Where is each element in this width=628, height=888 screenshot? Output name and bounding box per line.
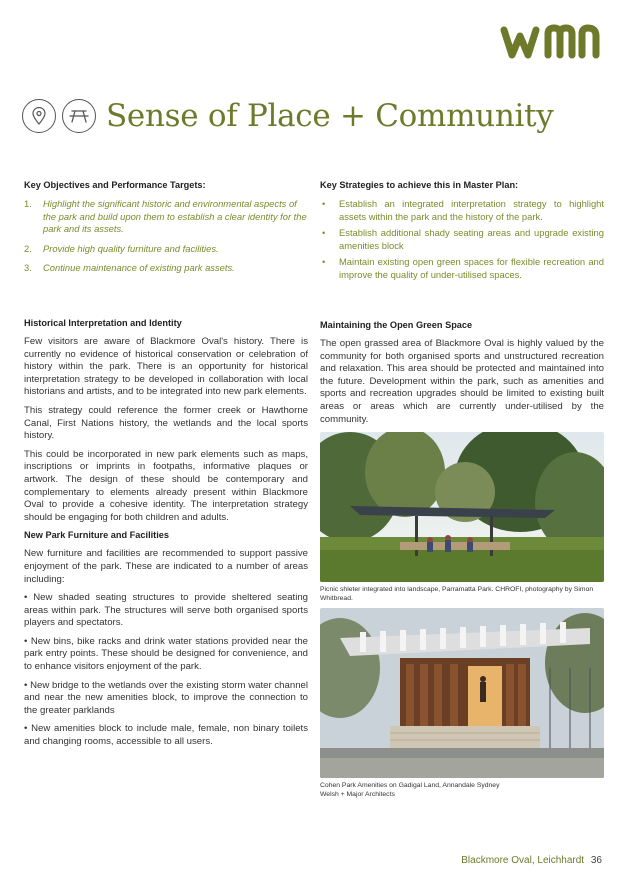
item-number: 2. <box>24 242 32 254</box>
bullet: • <box>322 227 326 238</box>
paragraph: The open grassed area of Blackmore Oval is highly valued by the community for both organised sports and unstructured recreation and relaxation. This area should be protected and maintained into the future. Development within the park, such as amenities and sports and recreation upgrades should be limited to existing built areas or areas which are currently under-utilised by the community. <box>320 338 604 425</box>
wm-logo <box>498 22 606 62</box>
list-item <box>24 262 308 275</box>
list-item <box>24 243 308 256</box>
caption-line: Cohen Park Amenities on Gadigal Land, Annandale Sydney <box>320 782 500 790</box>
strategies-list <box>320 198 604 281</box>
item-text: Provide high quality furniture and facilities. <box>43 242 219 254</box>
list-item <box>320 256 604 281</box>
right-body <box>320 320 604 804</box>
page-number: 36 <box>590 855 602 866</box>
paragraph: New furniture and facilities are recommended to support passive enjoyment of the park. These are indicated to a number of areas including: <box>24 548 308 585</box>
photo-caption: Picnic shleter integrated into landscape, Parramatta Park. CHROFI, photography by Simon Whitbread. <box>320 586 594 603</box>
amenities-photo <box>320 608 604 778</box>
historical-heading: Historical Interpretation and Identity <box>24 318 182 328</box>
list-item <box>320 198 604 223</box>
item-text: Establish additional shady seating areas and upgrade existing amenities block <box>339 227 604 251</box>
page-title: Sense of Place + Community <box>106 98 554 134</box>
list-item <box>320 227 604 252</box>
paragraph: • New bins, bike racks and drink water stations provided near the park entry points. These should be designed for convenience, and to enhance visitors enjoyment of the park. <box>24 635 308 673</box>
green-space-heading: Maintaining the Open Green Space <box>320 320 473 330</box>
bullet: • <box>322 198 326 209</box>
location-pin-icon <box>22 99 56 133</box>
photo-caption <box>320 781 604 799</box>
item-text: Continue maintenance of existing park assets. <box>43 262 235 273</box>
item-number: 3. <box>24 262 32 273</box>
picnic-table-icon <box>62 99 96 133</box>
left-body <box>24 318 308 755</box>
item-text: Highlight the significant historic and environmental aspects of the park and build upon them to establish a clear identity for the park and its assets. <box>43 198 307 234</box>
bullet: • <box>322 256 326 267</box>
footer-place: Blackmore Oval, Leichhardt <box>461 855 585 866</box>
objectives-section <box>24 180 308 282</box>
picnic-shelter-photo <box>320 432 604 582</box>
paragraph: • New amenities block to include male, female, non binary toilets and changing rooms, accessible to all users. <box>24 723 308 748</box>
paragraph: This could be incorporated in new park elements such as maps, inscriptions or imprints in footpaths, informative plaques or artwork. The design of these should be contemporary and complementary to elements already present within Blackmore Oval to provide a cohesive identity. The interpretation strategy should be engaging for both children and adults. <box>24 448 308 523</box>
page-footer <box>461 855 602 866</box>
strategies-heading: Key Strategies to achieve this in Master Plan: <box>320 180 519 190</box>
paragraph: • New bridge to the wetlands over the existing storm water channel and near the new amenities block, to improve the connection to the greater parklands <box>24 679 308 716</box>
strategies-section <box>320 180 604 285</box>
objectives-list <box>24 198 308 275</box>
caption-line: Welsh + Major Architects <box>320 791 395 799</box>
paragraph: Few visitors are aware of Blackmore Oval's history. There is currently no evidence of historical conservation or celebration of history within the park. There is an opportunity for historical interpretation strategy to be developed in collaboration with local historians and artists, and to be integrated into new park elements. <box>24 336 308 398</box>
list-item <box>24 198 308 236</box>
title-row <box>22 98 553 134</box>
item-text: Maintain existing open green spaces for flexible recreation and improve the quality of under-utilised spaces. <box>339 256 604 280</box>
item-number: 1. <box>24 198 32 209</box>
furniture-heading: New Park Furniture and Facilities <box>24 530 169 541</box>
paragraph: This strategy could reference the former creek or Hawthorne Canal, First Nations history, the wetlands and the local sports history. <box>24 404 308 442</box>
item-text: Establish an integrated interpretation strategy to highlight assets within the park and the history of the park. <box>339 198 604 222</box>
objectives-heading: Key Objectives and Performance Targets: <box>24 180 206 190</box>
paragraph: • New shaded seating structures to provide sheltered seating areas within park. The structures will serve both organised sports players and spectators. <box>24 592 308 629</box>
